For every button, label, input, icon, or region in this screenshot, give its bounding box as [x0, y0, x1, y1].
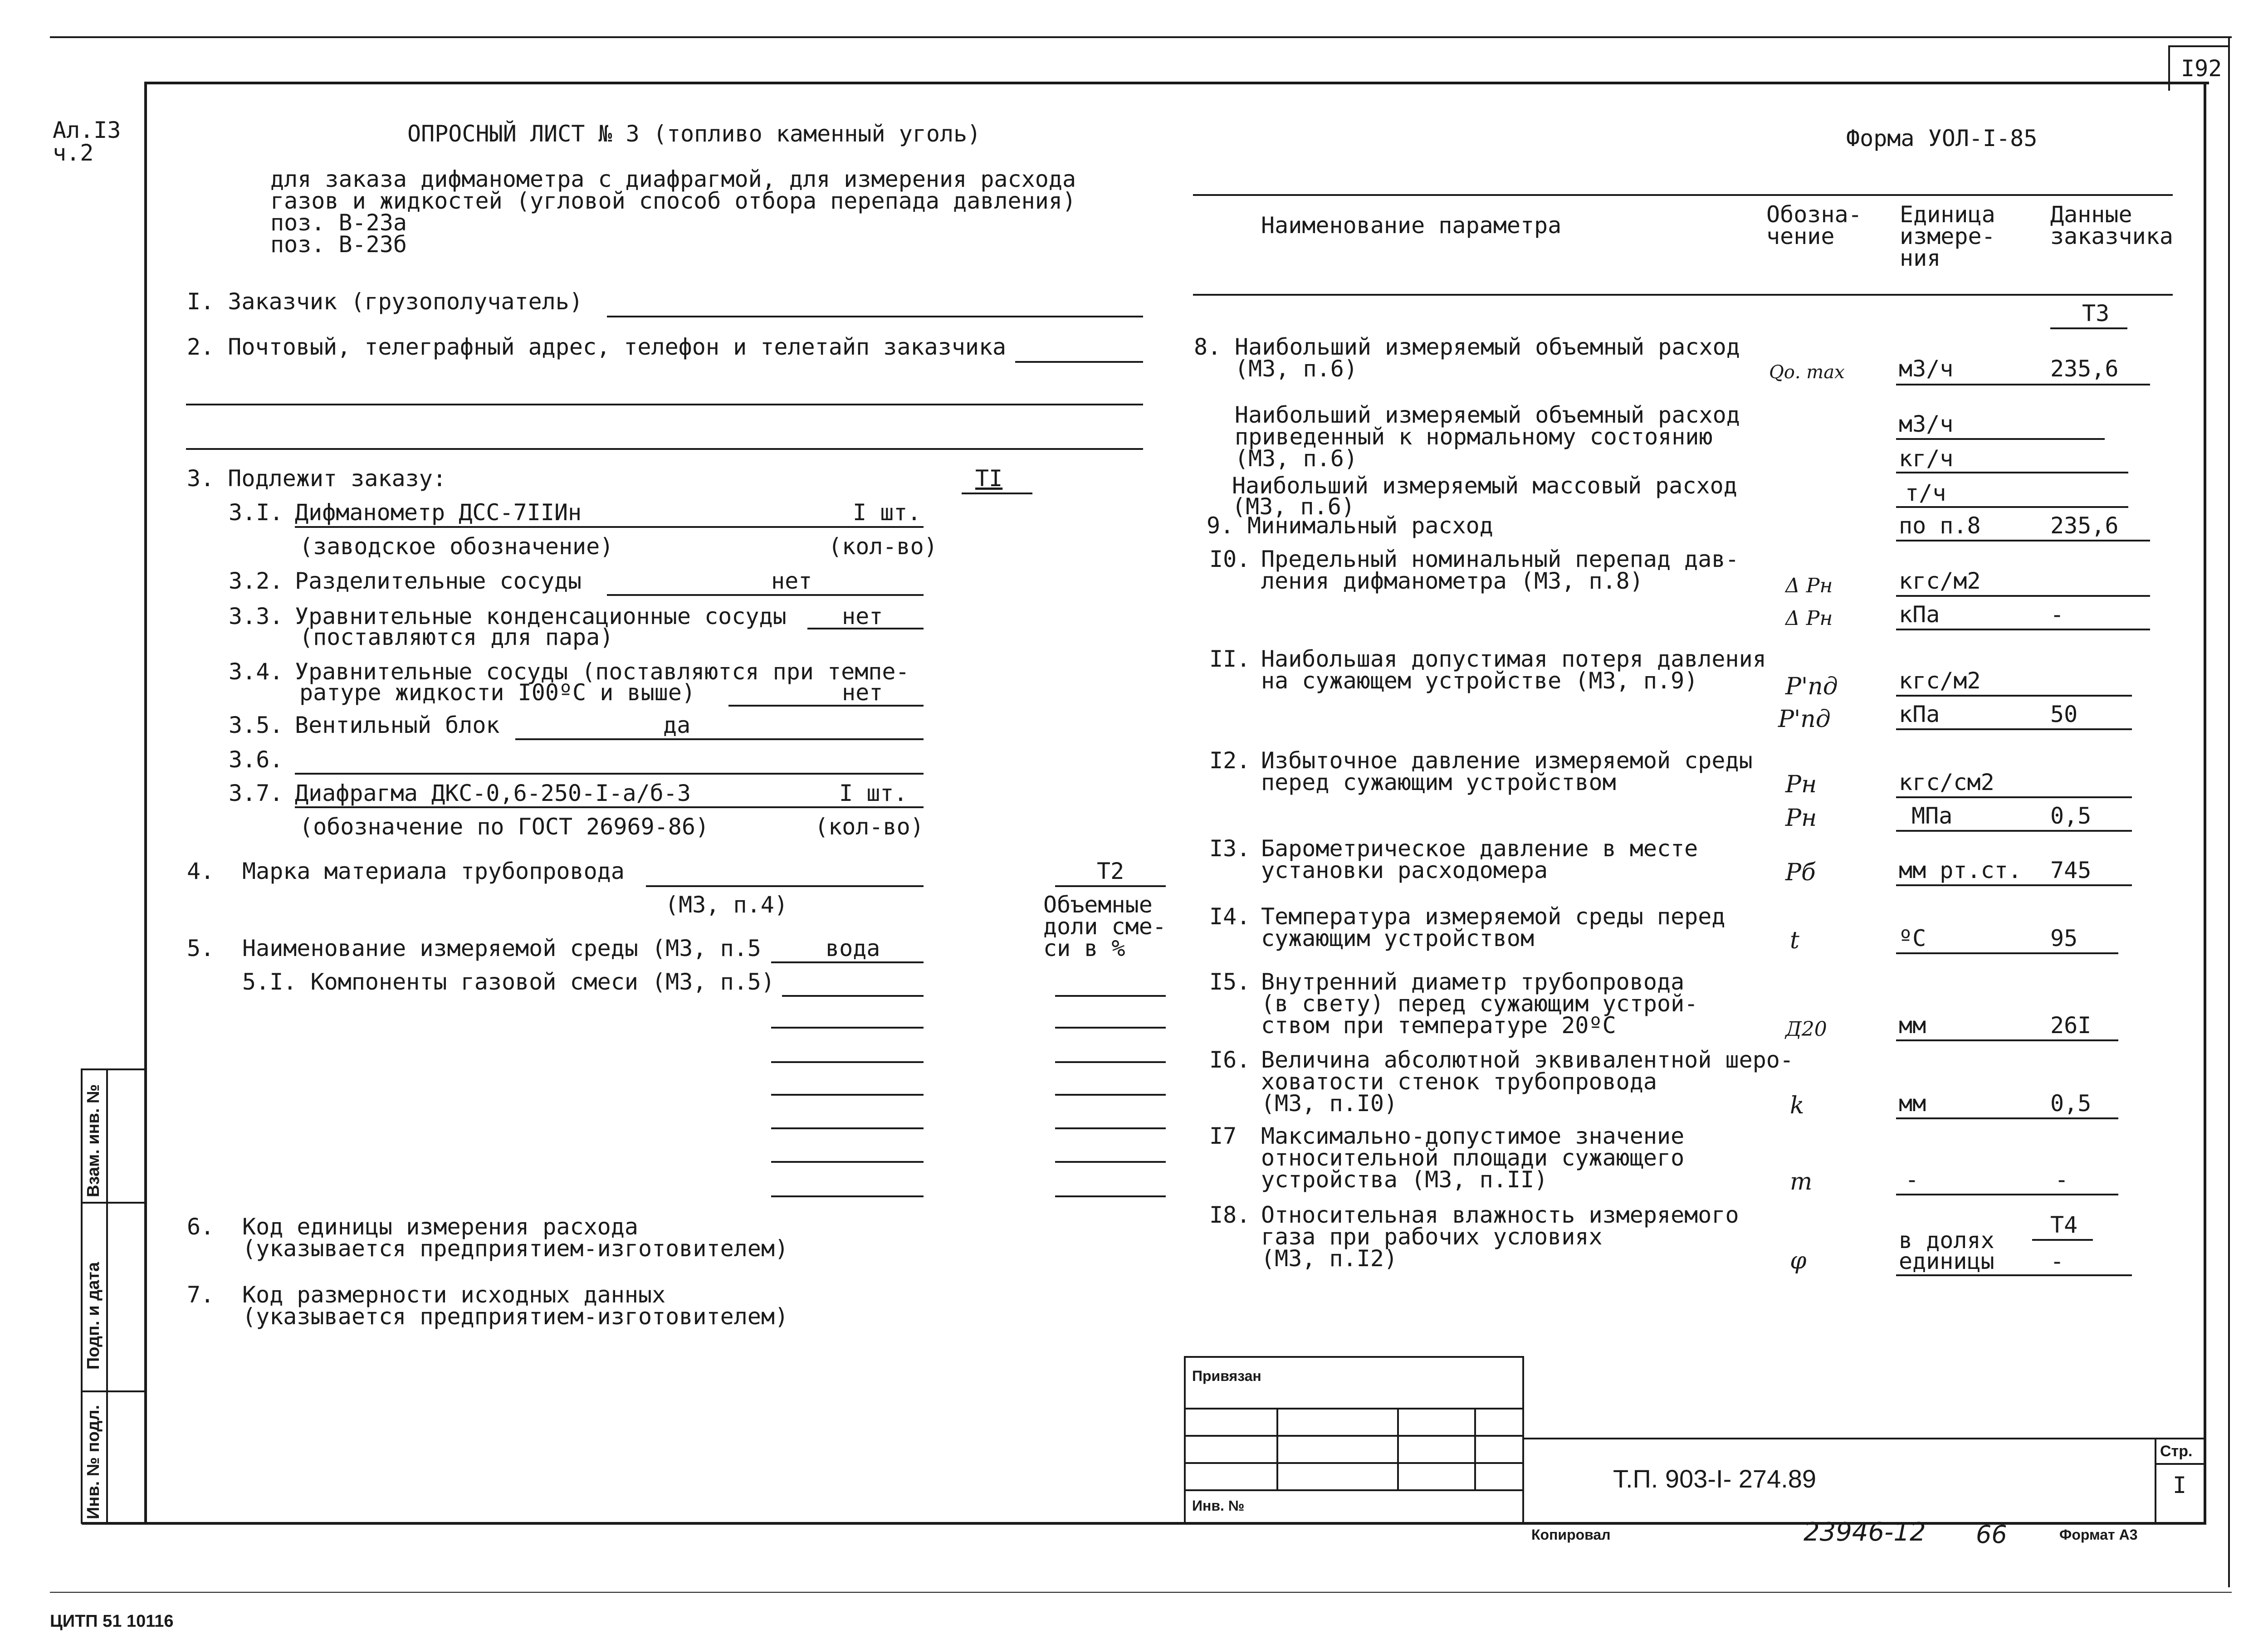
row-10-symbol-1: Δ Pн [1785, 574, 1833, 597]
item-3-3-text: Уравнительные конденсационные сосуды [295, 603, 787, 629]
row-16-unit: мм [1899, 1090, 1926, 1117]
row-17-text2: относительной площади сужающего [1261, 1145, 1685, 1171]
row-8b-unit2: кг/ч [1899, 445, 1954, 472]
item-7-text2: (указывается предприятием-изготовителем) [242, 1303, 789, 1330]
subtitle-3: поз. В-23а [270, 210, 407, 236]
row-12-text2: перед сужающим устройством [1261, 769, 1616, 795]
sheet-ref-1: Ал.I3 [53, 117, 121, 143]
row-12-value2: 0,5 [2050, 803, 2092, 829]
item-6-text1: Код единицы измерения расхода [242, 1214, 638, 1240]
row-9-num: 9. [1207, 512, 1234, 539]
row-11-unit2: кПа [1899, 701, 1940, 727]
column-header-unit-3: ния [1900, 245, 1941, 271]
row-12-num: I2. [1209, 747, 1251, 774]
side-label-replace-inv: Взам. инв. № [84, 1084, 103, 1197]
item-2-field-line2[interactable] [186, 404, 1143, 405]
row-10-text1: Предельный номинальный перепад дав- [1261, 546, 1739, 572]
subtitle-2: газов и жидкостей (угловой способ отбора перепада давления) [270, 188, 1076, 214]
column-header-data-1: Данные [2050, 201, 2132, 228]
item-6-num: 6. [187, 1214, 215, 1240]
gas-share-2[interactable] [1055, 1027, 1166, 1029]
item-3-1-text: Дифманометр ДСС-7IIИн [295, 499, 582, 526]
row-16-text2: ховатости стенок трубопровода [1261, 1068, 1657, 1095]
row-18-unit1: в долях [1899, 1227, 1994, 1254]
row-10-field1[interactable] [1896, 595, 2150, 597]
stamp-format: Формат А3 [2059, 1527, 2138, 1543]
column-header-symbol-2: чение [1766, 223, 1835, 249]
row-12-unit2: МПа [1911, 803, 1953, 829]
column-header-data-2: заказчика [2050, 223, 2173, 249]
row-8b-text2: приведенный к нормальному состоянию [1235, 424, 1713, 450]
row-13-text1: Барометрическое давление в месте [1261, 835, 1698, 862]
row-13-num: I3. [1209, 835, 1251, 862]
page-number: I92 [2181, 55, 2222, 82]
row-11-field1[interactable] [1896, 695, 2132, 697]
subtitle-1: для заказа дифманометра с диафрагмой, для измерения расхода [270, 166, 1076, 192]
item-7-text1: Код размерности исходных данных [242, 1282, 666, 1308]
item-3-5-num: 3.5. [229, 712, 284, 738]
row-15-text3: ством при температуре 20ºС [1261, 1012, 1616, 1039]
item-5-1-text: 5.I. Компоненты газовой смеси (МЗ, п.5) [242, 969, 775, 995]
row-17-unit: - [1905, 1166, 1919, 1193]
item-7-num: 7. [187, 1282, 215, 1308]
volume-header-2: доли сме- [1043, 913, 1166, 940]
item-3-4-text1: Уравнительные сосуды (поставляются при темпе- [295, 658, 909, 685]
row-10-symbol-2: Δ Pн [1785, 607, 1833, 630]
row-8c-text1: Наибольший измеряемый массовый расход [1232, 473, 1737, 499]
row-15-unit: мм [1899, 1012, 1926, 1039]
item-3-7-num: 3.7. [229, 780, 284, 806]
item-3-1-qty: I шт. [853, 499, 921, 526]
stamp-handwritten-page: 66 [1976, 1520, 2007, 1549]
side-label-sign-date: Подп. и дата [84, 1262, 103, 1370]
item-3-3-num: 3.3. [229, 603, 284, 629]
subtitle-4: поз. В-23б [270, 231, 407, 258]
row-8c-field[interactable] [1896, 506, 2128, 508]
footer-code: ЦИТП 51 10116 [50, 1612, 174, 1631]
row-8-num: 8. [1194, 334, 1222, 360]
item-3-4-field[interactable] [728, 705, 924, 707]
row-8b-field1[interactable] [1896, 438, 2105, 440]
row-15-symbol: Д20 [1785, 1018, 1827, 1041]
item-3-3-text2: (поставляются для пара) [299, 624, 614, 650]
gas-share-3[interactable] [1055, 1061, 1166, 1063]
item-3-2-text: Разделительные сосуды [295, 568, 582, 594]
stamp-page-value: I [2173, 1472, 2187, 1498]
gas-share-4[interactable] [1055, 1094, 1166, 1096]
inner-top-border [145, 82, 2209, 84]
row-8b-unit1: м3/ч [1899, 411, 1954, 437]
row-18-unit2: единицы [1899, 1248, 1994, 1274]
row-8c-unit: т/ч [1905, 480, 1946, 506]
gas-component-1[interactable] [782, 995, 924, 997]
item-3-2-value: нет [771, 568, 812, 594]
gas-component-3[interactable] [771, 1061, 924, 1063]
row-14-text2: сужающим устройством [1261, 925, 1535, 951]
inner-right-border [2204, 82, 2206, 1524]
item-1-field[interactable] [607, 316, 1143, 317]
row-11-symbol-1: P'пд [1785, 673, 1838, 700]
row-14-unit: ºС [1899, 925, 1926, 951]
row-10-num: I0. [1209, 546, 1251, 572]
volume-header-1: Объемные [1043, 892, 1153, 918]
row-11-unit1: кгс/м2 [1899, 668, 1981, 694]
row-18-num: I8. [1209, 1202, 1251, 1228]
item-3-7-note: (обозначение по ГОСТ 26969-86) [299, 814, 709, 840]
row-8-text1: Наибольший измеряемый объемный расход [1235, 334, 1740, 360]
item-3-7-note2: (кол-во) [815, 814, 924, 840]
row-16-text1: Величина абсолютной эквивалентной шеро- [1261, 1047, 1794, 1073]
row-8c-text2: (МЗ, п.6) [1232, 493, 1355, 520]
gas-component-7[interactable] [771, 1195, 924, 1197]
page-title: ОПРОСНЫЙ ЛИСТ № 3 (топливо каменный уголь) [407, 121, 981, 147]
item-3-7-text: Диафрагма ДКС-0,6-250-I-а/б-3 [295, 780, 691, 806]
row-10-unit1: кгс/м2 [1899, 568, 1981, 594]
inner-left-border [144, 82, 147, 1524]
row-11-text2: на сужающем устройстве (МЗ, п.9) [1261, 668, 1698, 694]
row-11-value2: 50 [2050, 701, 2078, 727]
row-15-text2: (в свету) перед сужающим устрой- [1261, 990, 1698, 1017]
item-3-4-value: нет [842, 679, 883, 706]
gas-component-5[interactable] [771, 1127, 924, 1129]
item-2-field[interactable] [1015, 361, 1143, 363]
row-8b-text1: Наибольший измеряемый объемный расход [1235, 402, 1740, 428]
row-15-value: 26I [2050, 1012, 2092, 1039]
item-5-field[interactable] [771, 961, 924, 963]
row-15-text1: Внутренний диаметр трубопровода [1261, 969, 1685, 995]
row-8b-text3: (МЗ, п.6) [1235, 445, 1358, 472]
t4-marker: Т4 [2050, 1212, 2078, 1238]
item-3-2-num: 3.2. [229, 568, 284, 594]
row-18-symbol: φ [1790, 1247, 1807, 1274]
item-3-5-text: Вентильный блок [295, 712, 500, 738]
row-16-value: 0,5 [2050, 1090, 2092, 1117]
item-3-4-text2: ратуре жидкости I00ºС и выше) [299, 679, 695, 706]
row-9-value: 235,6 [2050, 512, 2119, 539]
row-11-text1: Наибольшая допустимая потеря давления [1261, 646, 1766, 672]
row-11-symbol-2: P'пд [1778, 706, 1831, 733]
row-17-value: - [2055, 1166, 2069, 1193]
top-rule [50, 36, 2232, 38]
row-18-value: - [2050, 1248, 2064, 1274]
item-6-text2: (указывается предприятием-изготовителем) [242, 1235, 789, 1262]
row-12-field1[interactable] [1896, 796, 2132, 798]
item-3-3-value: нет [842, 603, 883, 629]
row-17-num: I7 [1209, 1123, 1237, 1149]
row-14-symbol: t [1790, 927, 1799, 954]
item-4-text: Марка материала трубопровода [242, 858, 625, 884]
row-18-text2: газа при рабочих условиях [1261, 1224, 1603, 1250]
column-header-name: Наименование параметра [1261, 212, 1562, 239]
row-12-text1: Избыточное давление измеряемой среды [1261, 747, 1753, 774]
item-2-field-line3[interactable] [186, 448, 1143, 450]
item-3-1-note2: (кол-во) [828, 533, 938, 560]
row-10-value2: - [2050, 601, 2064, 628]
gas-share-7[interactable] [1055, 1195, 1166, 1197]
side-label-inv-orig: Инв. № подл. [84, 1405, 103, 1519]
row-10-text2: ления дифманометра (МЗ, п.8) [1261, 568, 1643, 594]
column-header-symbol-1: Обозна- [1766, 201, 1862, 228]
item-5-value: вода [826, 935, 880, 961]
outer-right-border [2228, 36, 2230, 1587]
row-17-text3: устройства (МЗ, п.II) [1261, 1166, 1548, 1193]
row-18-text3: (МЗ, п.I2) [1261, 1245, 1398, 1272]
row-16-text3: (МЗ, п.I0) [1261, 1090, 1398, 1117]
item-1-label: I. Заказчик (грузополучатель) [187, 288, 583, 315]
row-16-symbol: k [1790, 1092, 1804, 1119]
item-3-1-num: 3.I. [229, 499, 284, 526]
row-12-unit1: кгс/см2 [1899, 769, 1994, 795]
stamp-copied: Копировал [1531, 1527, 1611, 1543]
row-17-text1: Максимально-допустимое значение [1261, 1123, 1685, 1149]
row-8-symbol: Qо. max [1769, 362, 1845, 383]
t3-marker: Т3 [2082, 300, 2110, 327]
stamp-inv-no: Инв. № [1192, 1497, 1245, 1514]
item-4-num: 4. [187, 858, 215, 884]
row-9-text: Минимальный расход [1247, 512, 1493, 539]
item-3-1-note: (заводское обозначение) [299, 533, 614, 560]
row-16-num: I6. [1209, 1047, 1251, 1073]
row-18-text1: Относительная влажность измеряемого [1261, 1202, 1739, 1228]
item-4-note: (МЗ, п.4) [665, 892, 788, 918]
row-13-text2: установки расходомера [1261, 857, 1548, 883]
row-12-symbol-1: Pн [1785, 771, 1817, 798]
item-2-label: 2. Почтовый, телеграфный адрес, телефон и телетайп заказчика [187, 334, 1007, 360]
gas-share-5[interactable] [1055, 1127, 1166, 1129]
row-12-symbol-2: Pн [1785, 805, 1817, 832]
stamp-privyazan: Привязан [1192, 1368, 1261, 1384]
item-3-6-num: 3.6. [229, 746, 284, 773]
row-15-num: I5. [1209, 969, 1251, 995]
item-3-5-field[interactable] [515, 738, 924, 740]
stamp-handwritten-number: 23946-12 [1804, 1517, 1926, 1547]
sheet-ref-2: ч.2 [53, 140, 94, 166]
item-3-label: 3. Подлежит заказу: [187, 465, 446, 492]
item-3-5-value: да [663, 712, 691, 738]
row-8-text2: (МЗ, п.6) [1235, 356, 1358, 382]
gas-component-4[interactable] [771, 1094, 924, 1096]
volume-header-3: си в % [1043, 935, 1125, 961]
row-8-unit: м3/ч [1899, 356, 1954, 382]
item-3-4-num: 3.4. [229, 658, 284, 685]
row-14-text1: Температура измеряемой среды перед [1261, 903, 1725, 930]
column-header-unit-2: измере- [1900, 223, 1995, 249]
stamp-page-label: Стр. [2160, 1443, 2193, 1460]
row-13-value: 745 [2050, 857, 2092, 883]
gas-component-6[interactable] [771, 1161, 924, 1163]
item-3-3-field[interactable] [807, 628, 924, 629]
row-14-num: I4. [1209, 903, 1251, 930]
form-code: Форма УОЛ-I-85 [1846, 125, 2038, 151]
row-10-unit2: кПа [1899, 601, 1940, 628]
document-code: Т.П. 903-I- 274.89 [1613, 1464, 1817, 1493]
row-9-unit: по п.8 [1899, 512, 1981, 539]
row-13-symbol: Pб [1785, 859, 1816, 886]
item-3-7-qty: I шт. [839, 780, 908, 806]
row-8-value: 235,6 [2050, 356, 2119, 382]
t2-marker: Т2 [1097, 858, 1124, 884]
item-3-2-field[interactable] [607, 594, 924, 596]
row-13-unit: мм рт.ст. [1899, 857, 2022, 883]
item-4-field[interactable] [646, 885, 924, 887]
column-header-unit-1: Единица [1900, 201, 1995, 228]
row-11-num: II. [1209, 646, 1251, 672]
gas-component-2[interactable] [771, 1027, 924, 1029]
row-14-value: 95 [2050, 925, 2078, 951]
gas-share-1[interactable] [1055, 995, 1166, 997]
row-8b-field2[interactable] [1896, 472, 2128, 473]
gas-share-6[interactable] [1055, 1161, 1166, 1163]
row-17-symbol: m [1790, 1168, 1813, 1195]
item-5-num: 5. [187, 935, 215, 961]
t1-marker: TI [975, 465, 1003, 492]
item-5-text: Наименование измеряемой среды (МЗ, п.5 [242, 935, 761, 961]
item-3-6-field[interactable] [295, 773, 924, 775]
